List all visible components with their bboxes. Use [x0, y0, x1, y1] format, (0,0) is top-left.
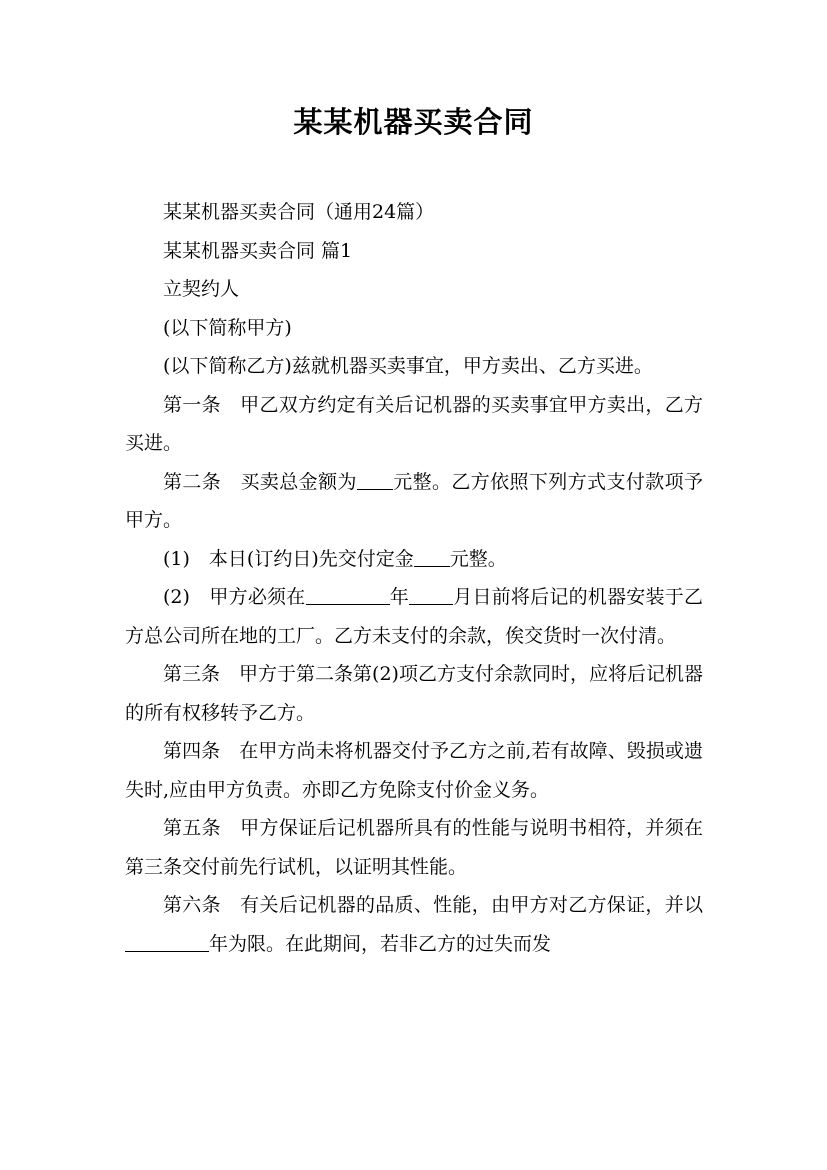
article-2-text-after: 元整。乙方依照下列方式支付款项予甲方。 — [125, 470, 703, 531]
paragraph-party-a: (以下简称甲方) — [163, 316, 292, 339]
clause-2-text-after: 月日前将后记的机器安装于乙方总公司所在地的工厂。乙方未支付的余款，俟交货时一次付清。 — [125, 586, 703, 647]
paragraph-clause-1 — [125, 540, 703, 579]
paragraph-article-1: 第一条 甲乙双方约定有关后记机器的买卖事宜甲方卖出，乙方买进。 — [125, 393, 703, 454]
blank-install-year — [306, 585, 390, 605]
clause-1-text-before: (1) 本日(订约日)先交付定金 — [163, 547, 414, 570]
blank-total-amount — [357, 470, 393, 490]
paragraph-subtitle: 某某机器买卖合同（通用24篇） — [163, 201, 435, 223]
blank-warranty-years — [125, 932, 209, 952]
document-body — [125, 193, 703, 963]
paragraph-clause-2 — [125, 578, 703, 655]
clause-1-text-after: 元整。 — [449, 547, 507, 570]
article-6-text-after: 年为限。在此期间，若非乙方的过失而发 — [209, 932, 552, 955]
article-6-text-before: 第六条 有关后记机器的品质、性能，由甲方对乙方保证，并以 — [163, 894, 703, 916]
clause-2-text-middle: 年 — [389, 586, 409, 608]
paragraph-article-6 — [125, 886, 703, 963]
paragraph-article-5: 第五条 甲方保证后记机器所具有的性能与说明书相符，并须在第三条交付前先行试机，以证明其性能。 — [125, 817, 703, 878]
paragraph-party-b: (以下简称乙方)兹就机器买卖事宜，甲方卖出、乙方买进。 — [163, 355, 653, 377]
blank-install-month — [409, 585, 453, 605]
document-title: 某某机器买卖合同 — [293, 105, 534, 139]
paragraph-section-heading: 某某机器买卖合同 篇1 — [163, 239, 353, 262]
clause-2-text-before: (2) 甲方必须在 — [163, 586, 306, 608]
blank-deposit-amount — [414, 547, 450, 567]
paragraph-contracting-parties: 立契约人 — [163, 278, 240, 300]
paragraph-article-2 — [125, 463, 703, 540]
paragraph-article-3: 第三条 甲方于第二条第(2)项乙方支付余款同时，应将后记机器的所有权移转予乙方。 — [125, 663, 703, 724]
paragraph-article-4: 第四条 在甲方尚未将机器交付予乙方之前,若有故障、毁损或遗失时,应由甲方负责。亦即乙方免除支付价金义务。 — [125, 740, 703, 801]
article-2-text-before: 第二条 买卖总金额为 — [163, 470, 357, 493]
